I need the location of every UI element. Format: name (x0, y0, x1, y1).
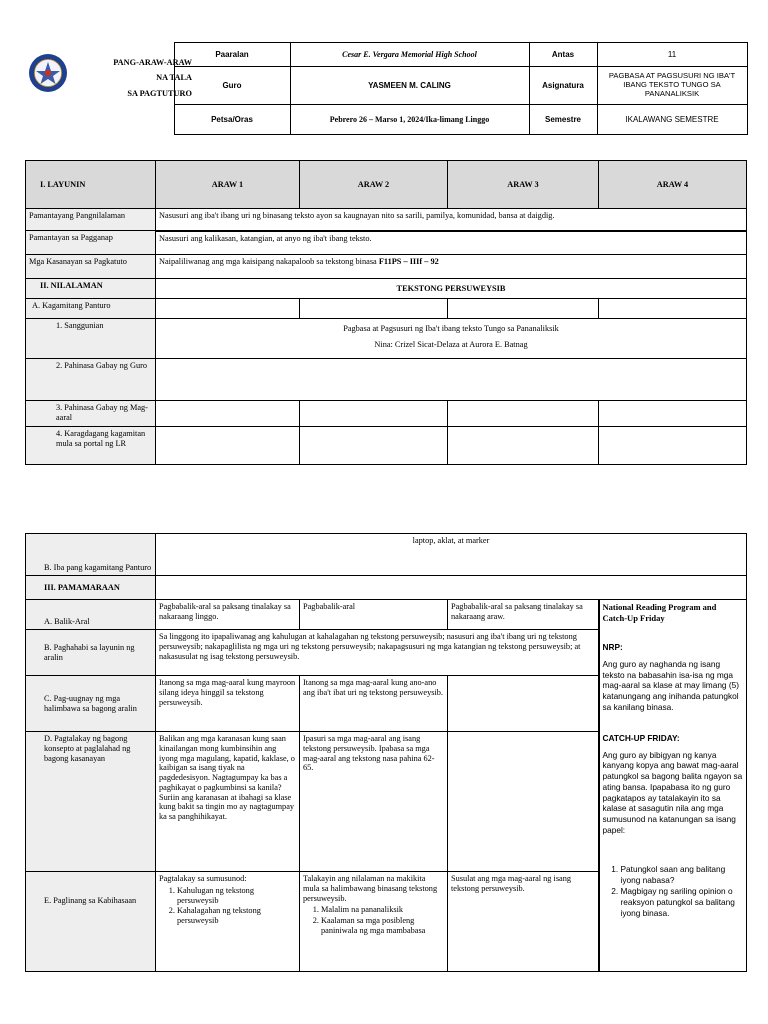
deped-seal-icon (28, 53, 68, 93)
iba-pang-label: B. Iba pang kagamitang Panturo (26, 534, 156, 576)
catchup-item: 1. Patungkol saan ang balitang iyong nabasa? (621, 864, 744, 886)
gabay-mag-aaral-label: 3. Pahinasa Gabay ng Mag-aaral (26, 401, 156, 427)
nrp-text: Ang guro ay naghanda ng isang teksto na babasahin isa-isa ng mga mag-aaral sa klase at may limang (5) katanungang ang inihanda patungkol sa kanilang binasa. (602, 658, 739, 712)
day-4-heading: ARAW 4 (599, 161, 747, 209)
catchup-list (603, 864, 744, 919)
header-table (22, 42, 748, 135)
paaralan-value: Cesar E. Vergara Memorial High School (290, 43, 529, 67)
antas-value: 11 (597, 43, 747, 67)
paguugnay-day2: Itanong sa mga mag-aaral kung ano-ano ang iba't ibat uri ng tekstong persuweysib. (300, 676, 448, 732)
gabay-guro-value (156, 359, 747, 401)
paglinang-day2-list (303, 905, 444, 935)
paguugnay-label: C. Pag-uugnay ng mga halimbawa sa bagong aralin (26, 676, 156, 732)
layunin-heading: I. LAYUNIN (26, 161, 156, 209)
kagamitang-day2 (300, 299, 448, 319)
pamantayang-pangnilalaman-value: Nasusuri ang iba't ibang uri ng binasang teksto ayon sa kaugnayan nito sa sarili, pamilya, komunidad, bansa at daigdig. (156, 209, 747, 231)
title-block (72, 55, 192, 102)
title-line-1: PANG-ARAW-ARAW (113, 57, 192, 67)
gabay-mag-aaral-day1 (156, 401, 300, 427)
sanggunian-label: 1. Sanggunian (26, 319, 156, 359)
kasanayan-cell (156, 255, 747, 279)
gabay-guro-label: 2. Pahinasa Gabay ng Guro (26, 359, 156, 401)
pagtalakay-day3 (448, 732, 599, 872)
paguugnay-day3 (448, 676, 599, 732)
sanggunian-cell (156, 319, 747, 359)
semestre-label: Semestre (529, 105, 597, 135)
pamantayan-pagganap-label: Pamantayan sa Pagganap (26, 231, 156, 255)
gabay-mag-aaral-day4 (599, 401, 747, 427)
karagdagang-day1 (156, 427, 300, 465)
kasanayan-value: Naipaliliwanag ang mga kaisipang nakapaloob sa tekstong binasa (159, 257, 379, 266)
karagdagang-label: 4. Karagdagang kagamitan mula sa portal ng LR (26, 427, 156, 465)
paglinang-day1-item: 2. Kahalagahan ng tekstong persuweysib (177, 906, 296, 926)
balik-aral-day1: Pagbabalik-aral sa paksang tinalakay sa nakaraang linggo. (156, 600, 300, 630)
antas-label: Antas (529, 43, 597, 67)
kasanayan-label: Mga Kasanayan sa Pagkatuto (26, 255, 156, 279)
karagdagang-day2 (300, 427, 448, 465)
asignatura-value: PAGBASA AT PAGSUSURI NG IBA'T IBANG TEKSTO TUNGO SA PANANALIKSIK (597, 67, 747, 105)
gabay-mag-aaral-day2 (300, 401, 448, 427)
paglinang-day2-item: 2. Kaalaman sa mga posibleng paniniwala ng mga mambabasa (321, 916, 444, 936)
kagamitang-label: A. Kagamitang Panturo (26, 299, 156, 319)
catchup-label: CATCH-UP FRIDAY: (602, 732, 680, 743)
catchup-text: Ang guro ay bibigyan ng kanya kanyang kopya ang bawat mag-aaral patungkol sa bagong balita ngayon sa ating bansa. Ipapabasa ito ng guro pagkatapos ay tatalakayin ito sa kalase at sasagutin nila ang mga sumusunod na katanungan sa isang papel: (602, 749, 743, 836)
paglinang-day1-list (159, 886, 296, 926)
plan-table-2 (25, 533, 747, 972)
pamantayang-pangnilalaman-label: Pamantayang Pangnilalaman (26, 209, 156, 231)
paglinang-day3: Susulat ang mga mag-aaral ng isang tekstong persuweysib. (448, 872, 599, 972)
nilalaman-label: II. NILALAMAN (26, 279, 156, 299)
iba-pang-value: laptop, aklat, at marker (156, 534, 747, 576)
pagtalakay-day2: Ipasuri sa mga mag-aaral ang isang tekstong persuweysib. Ipabasa sa mga mag-aaral ang tekstong nasa pahina 62-65. (300, 732, 448, 872)
pagtalakay-label: D. Pagtalakay ng bagong konsepto at paglalahad ng bagong kasanayan (26, 732, 156, 872)
guro-label: Guro (174, 67, 290, 105)
sanggunian-line-2: Nina: Crizel Sicat-Delaza at Aurora E. Batnag (374, 339, 528, 349)
asignatura-label: Asignatura (529, 67, 597, 105)
sanggunian-line-1: Pagbasa at Pagsusuri ng Iba't ibang teksto Tungo sa Pananaliksik (343, 324, 559, 333)
pamamaraan-value (156, 576, 747, 600)
day-1-heading: ARAW 1 (156, 161, 300, 209)
paglinang-day1-item: 1. Kahulugan ng tekstong persuweysib (177, 886, 296, 906)
balik-aral-label: A. Balik-Aral (26, 600, 156, 630)
guro-value: YASMEEN M. CALING (290, 67, 529, 105)
kagamitang-day1 (156, 299, 300, 319)
kagamitang-day4 (599, 299, 747, 319)
nrp-title: National Reading Program and Catch-Up Friday (602, 602, 717, 624)
semestre-value: IKALAWANG SEMESTRE (597, 105, 747, 135)
title-line-3: SA PAGTUTURO (127, 89, 192, 98)
karagdagang-day3 (448, 427, 599, 465)
paglinang-day1 (156, 872, 300, 972)
paglinang-day1-intro: Pagtalakay sa sumusunod: (159, 874, 247, 883)
title-line-2: NA TALA (156, 73, 192, 83)
pagtalakay-day1: Balikan ang mga karanasan kung saan kinailangan mong kumbinsihin ang iyong mga magulang, kapatid, kaklase, o kaibigan sa isang tiyak na pagdedesisyon. Nagtagumpay ka bas a paghikayat o pagkumbinsi sa kanila? Suriin ang karanasan at ibahagi sa klase kung bakit sa tingin mo ay nagtagumpay ka sa panghihikayat. (156, 732, 300, 872)
paaralan-label: Paaralan (174, 43, 290, 67)
day-2-heading: ARAW 2 (300, 161, 448, 209)
paglinang-label: E. Paglinang sa Kabihasaan (26, 872, 156, 972)
paghahabi-value: Sa linggong ito ipapaliwanag ang kahulugan at kahalagahan ng tekstong persuweysib; nasusuri ang iba't ibang uri ng tekstong persuweysib; nakapaglilista ng mga uri ng tekstong persuweysib; nakapagsusuri ng mga katangian ng tekstong persuweysib; at nakasusulat ng isag tekstong persuweysib. (156, 630, 599, 676)
pamamaraan-label: III. PAMAMARAAN (26, 576, 156, 600)
paguugnay-day1: Itanong sa mga mag-aaral kung mayroon silang ideya hinggil sa tekstong persuweysib. (156, 676, 300, 732)
nrp-label: NRP: (602, 642, 623, 653)
kasanayan-code: F11PS – IIIf – 92 (378, 257, 439, 266)
pamantayan-pagganap-value: Nasusuri ang kalikasan, katangian, at anyo ng iba't ibang teksto. (156, 231, 747, 255)
balik-aral-day3: Pagbabalik-aral sa paksang tinalakay sa nakaraang araw. (448, 600, 599, 630)
day-3-heading: ARAW 3 (448, 161, 599, 209)
nrp-catchup-cell (599, 600, 747, 972)
karagdagang-day4 (599, 427, 747, 465)
gabay-mag-aaral-day3 (448, 401, 599, 427)
kagamitang-day3 (448, 299, 599, 319)
paglinang-day2-item: 1. Malalim na pananaliksik (321, 905, 444, 915)
paglinang-day2 (300, 872, 448, 972)
balik-aral-day2: Pagbabalik-aral (300, 600, 448, 630)
plan-table-1 (25, 160, 747, 465)
catchup-item: 2. Magbigay ng sariling opinion o reaksyon patungkol sa balitang iyong binasa. (621, 886, 744, 918)
logo-title-cell (22, 43, 192, 135)
paghahabi-label: B. Paghahabi sa layunin ng aralin (26, 630, 156, 676)
nilalaman-value: TEKSTONG PERSUWEYSIB (156, 279, 747, 299)
paglinang-day2-intro: Talakayin ang nilalaman na makikita mula sa halimbawang binasang tekstong persuweysib. (303, 874, 438, 903)
petsa-value: Pebrero 26 – Marso 1, 2024/Ika-limang Linggo (290, 105, 529, 135)
petsa-label: Petsa/Oras (174, 105, 290, 135)
